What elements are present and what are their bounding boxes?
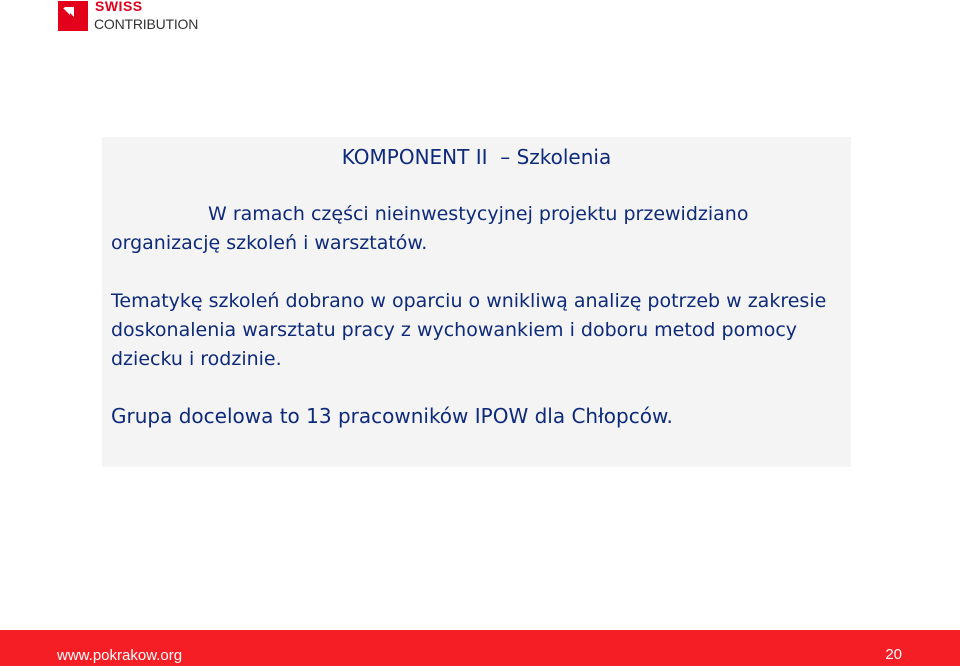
logo-text-contribution: CONTRIBUTION (94, 16, 199, 32)
footer-website-link[interactable]: www.pokrakow.org (57, 647, 183, 664)
swiss-cross-logo-icon (58, 1, 88, 31)
logo-text-swiss: SWISS (95, 0, 143, 14)
paragraph-target-group: Grupa docelowa to 13 pracowników IPOW dla Chłopców. (111, 404, 673, 428)
footer-bar (0, 630, 960, 666)
paragraph-training-topics: Tematykę szkoleń dobrano w oparciu o wnikliwą analizę potrzeb w zakresie doskonalenia warsztatu pracy z wychowankiem i doboru metod pomocy dziecku i rodzinie. (111, 290, 827, 370)
swiss-contribution-logo (58, 1, 218, 35)
paragraph-workshops: W ramach części nieinwestycyjnej projektu przewidziano organizację szkoleń i warsztatów. (111, 203, 749, 254)
slide-content-box (102, 137, 851, 467)
slide-title: KOMPONENT II – Szkolenia (341, 145, 612, 169)
page-number: 20 (885, 646, 902, 663)
